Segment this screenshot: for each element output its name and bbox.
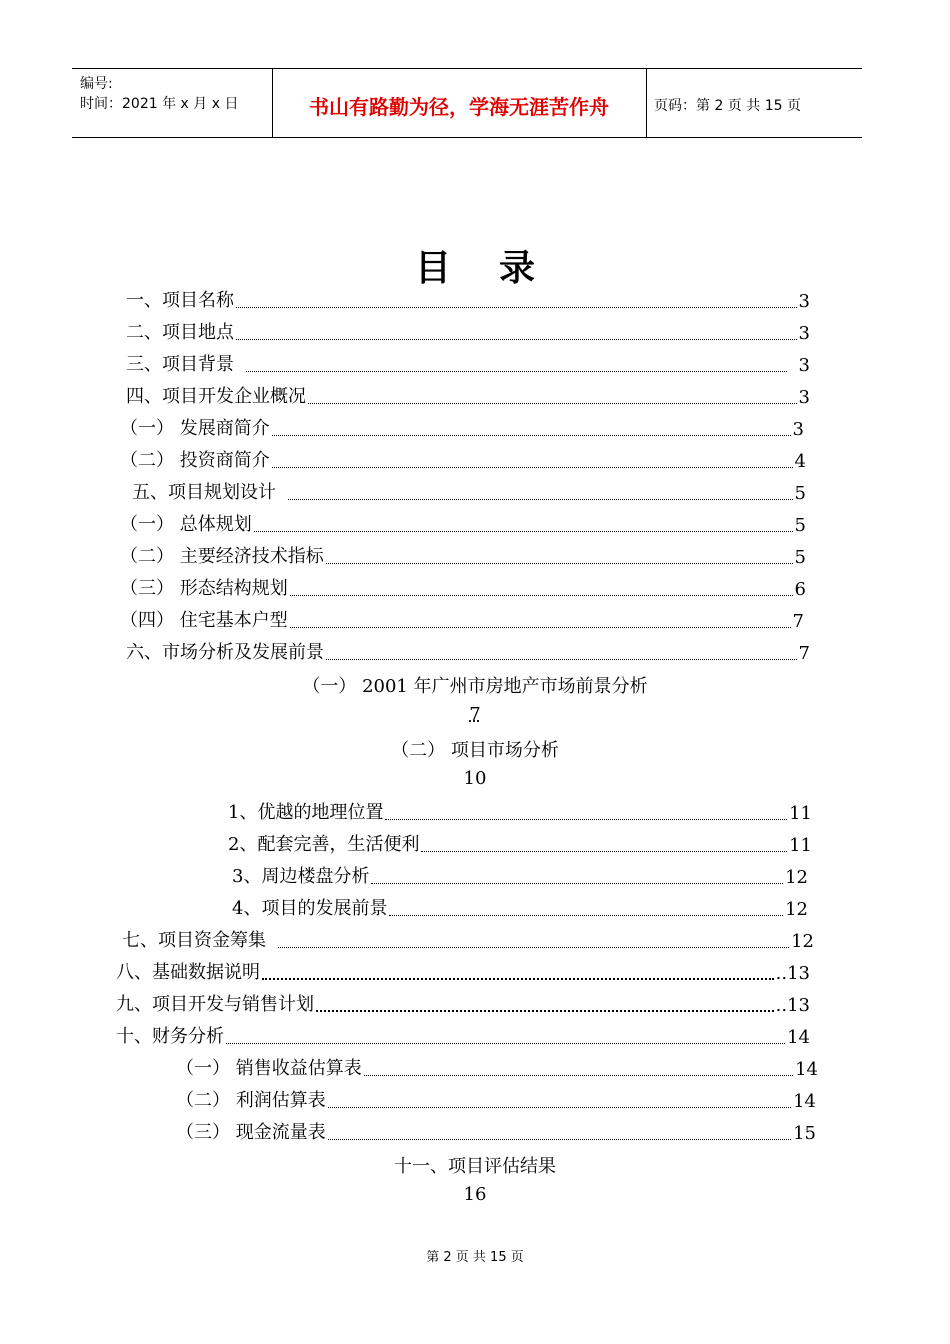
toc-item: 3、周边楼盘分析 12 (232, 866, 808, 888)
toc-item: （一） 2001 年广州市房地产市场前景分析 (302, 676, 648, 697)
toc-page: 16 (463, 1184, 487, 1205)
toc-item: 六、市场分析及发展前景 7 (126, 642, 810, 664)
toc-item: 四、项目开发企业概况 3 (126, 386, 810, 408)
toc-item: （二） 利润估算表 14 (176, 1090, 816, 1112)
toc-item: 2、配套完善，生活便利 11 (228, 834, 812, 856)
toc-item: 一、项目名称 3 (126, 290, 810, 312)
toc-page: 7 (469, 704, 481, 725)
toc-item: （四） 住宅基本户型 7 (120, 610, 804, 632)
toc-item: 二、项目地点 3 (126, 322, 810, 344)
toc-page: 10 (463, 768, 487, 789)
page-header (72, 68, 862, 138)
toc-item: 八、基础数据说明 ..13 (116, 962, 810, 984)
toc-item: 九、项目开发与销售计划 ..13 (116, 994, 810, 1016)
motto-text: 书山有路勤为径，学海无涯苦作舟 (309, 95, 609, 119)
header-info-cell (72, 69, 273, 137)
toc-item: 五、项目规划设计 5 (132, 482, 806, 504)
page-title: 目录 (414, 247, 583, 289)
toc-item: 十一、项目评估结果 (394, 1156, 556, 1177)
toc-item: （三） 现金流量表 15 (176, 1122, 816, 1144)
toc-item: 十、财务分析 14 (116, 1026, 810, 1048)
header-motto-cell (272, 69, 647, 137)
toc-item: （一） 销售收益估算表 14 (176, 1058, 818, 1080)
toc-item: 1、优越的地理位置 11 (228, 802, 812, 824)
header-page-cell (646, 69, 862, 137)
toc-item: （一） 总体规划 5 (120, 514, 806, 536)
toc-item: （二） 主要经济技术指标 5 (120, 546, 806, 568)
toc-item: 七、项目资金筹集 12 (122, 930, 814, 952)
page-info: 页码：第 2 页 共 15 页 (654, 98, 801, 114)
code-label: 编号: (80, 76, 113, 92)
time-label: 时间：2021 年 x 月 x 日 (80, 96, 239, 112)
toc-item: （一） 发展商简介 3 (120, 418, 804, 440)
toc-item: 三、项目背景 3 (126, 354, 810, 376)
toc-item: （二） 投资商简介 4 (120, 450, 806, 472)
toc-item: （二） 项目市场分析 (391, 740, 559, 761)
toc-item: 4、项目的发展前景 12 (232, 898, 808, 920)
page-footer: 第 2 页 共 15 页 (426, 1250, 524, 1265)
toc-item: （三） 形态结构规划 6 (120, 578, 806, 600)
